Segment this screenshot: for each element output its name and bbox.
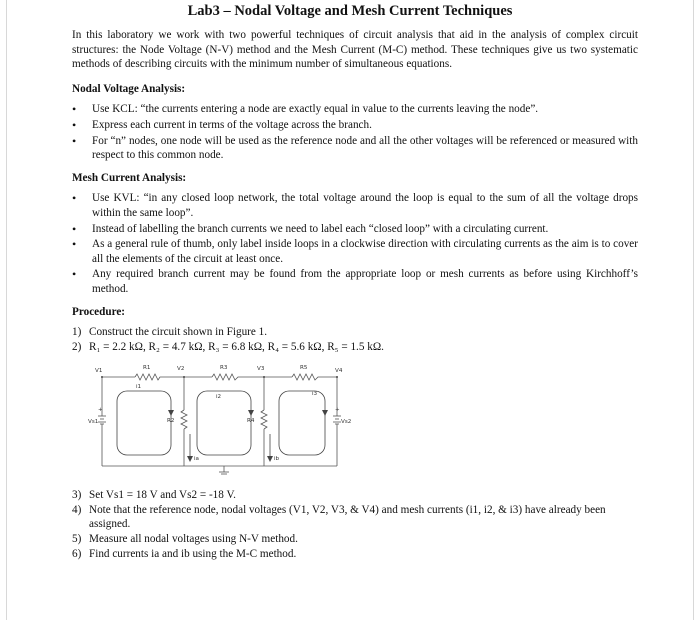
list-item: • Instead of labelling the branch currents we need to label each “closed loop” with a circulating current. xyxy=(72,221,549,236)
ia-arrowhead xyxy=(187,456,193,462)
r2-resistor xyxy=(181,410,187,429)
r4-resistor xyxy=(261,410,267,429)
mesh-loop-i3 xyxy=(279,391,325,455)
list-item: 1) Construct the circuit shown in Figure 1. xyxy=(72,326,268,339)
nodal-heading: Nodal Voltage Analysis: xyxy=(72,82,186,95)
i3-arrowhead xyxy=(322,410,328,416)
label-vs1-plus: + xyxy=(98,407,103,414)
list-item: 3) Set Vs1 = 18 V and Vs2 = -18 V. xyxy=(72,489,236,502)
list-item: • For “n” nodes, one node will be used as the reference node and all the other voltages will be referenced or measured with respect to this common node. xyxy=(72,133,638,162)
label-i2: i2 xyxy=(216,394,222,401)
mesh-bullet-list xyxy=(72,191,638,296)
list-item: • Use KCL: “the currents entering a node are exactly equal in value to the currents leaving the node”. xyxy=(72,102,539,117)
r1-resistor xyxy=(135,374,162,380)
r5-resistor xyxy=(292,374,320,380)
mesh-loop-i1 xyxy=(117,391,171,455)
list-item: 2) R₁ = 2.2 kΩ, R₂ = 4.7 kΩ, R₃ = 6.8 kΩ, R₄ = 5.6 kΩ, R₅ = 1.5 kΩ. xyxy=(72,340,384,353)
mesh-loop-i2 xyxy=(197,391,251,455)
label-r1: R1 xyxy=(143,365,151,372)
circuit-figure xyxy=(72,358,638,484)
node-v1-dot xyxy=(101,376,103,378)
r3-resistor xyxy=(212,374,240,380)
list-item: • Use KVL: “in any closed loop network, the total voltage around the loop is equal to the sum of all the voltage drops within the same loop”. xyxy=(72,191,638,219)
label-r2: R2 xyxy=(167,418,175,425)
node-v3-dot xyxy=(263,376,265,378)
list-item: 4) Note that the reference node, nodal voltages (V1, V2, V3, & V4) and mesh currents (i1, i2, & i3) have already been assigned. xyxy=(72,503,606,531)
procedure-steps-b xyxy=(72,488,638,561)
label-vs2: Vs2 xyxy=(341,419,352,426)
label-r4: R4 xyxy=(247,418,255,425)
node-v2-dot xyxy=(183,376,185,378)
bullet-icon: • xyxy=(72,133,77,148)
bullet-icon: • xyxy=(72,267,77,282)
label-r3: R3 xyxy=(220,365,228,372)
ib-arrowhead xyxy=(267,456,273,462)
label-i1: i1 xyxy=(136,384,142,391)
list-item: 5) Measure all nodal voltages using N-V method. xyxy=(72,533,298,546)
bullet-icon: • xyxy=(72,102,77,117)
i1-arrowhead xyxy=(168,410,174,416)
list-item: • As a general rule of thumb, only label inside loops in a clockwise direction with circulating currents as the aim is to cover all the elements of the circuit at least once. xyxy=(72,237,638,265)
list-item: • Any required branch current may be found from the appropriate loop or mesh currents as before using Kirchhoff’s method. xyxy=(72,267,638,295)
label-v1: V1 xyxy=(95,368,103,375)
page-border-right xyxy=(693,0,694,620)
circuit-diagram xyxy=(87,358,352,484)
procedure-heading: Procedure: xyxy=(72,305,126,318)
bullet-icon: • xyxy=(72,191,77,206)
label-vs2-plus: + xyxy=(335,407,340,414)
label-ia: ia xyxy=(194,456,199,463)
bullet-icon: • xyxy=(72,117,77,132)
label-i3: i3 xyxy=(312,391,318,398)
page-title: Lab3 – Nodal Voltage and Mesh Current Techniques xyxy=(187,3,513,19)
node-v4-dot xyxy=(336,376,338,378)
label-v2: V2 xyxy=(177,366,185,373)
list-item: 6) Find currents ia and ib using the M-C method. xyxy=(72,547,297,560)
i2-arrowhead xyxy=(248,410,254,416)
label-vs1: Vs1 xyxy=(88,419,99,426)
list-item: • Express each current in terms of the voltage across the branch. xyxy=(72,117,372,132)
label-v3: V3 xyxy=(257,366,265,373)
label-v4: V4 xyxy=(335,368,343,375)
mesh-heading: Mesh Current Analysis: xyxy=(72,171,187,184)
intro-paragraph: In this laboratory we work with two powerful techniques of circuit analysis that aid in the analysis of complex circuit structures: the Node Voltage (N-V) method and the Mesh Current (M-C) method. These techniques give us two systematic methods of describing circuits with the minimum number of simultaneous equations. xyxy=(72,29,638,71)
bullet-icon: • xyxy=(72,221,77,236)
label-ib: ib xyxy=(274,456,280,463)
procedure-steps-a xyxy=(72,325,638,354)
label-r5: R5 xyxy=(300,365,308,372)
page-border-left xyxy=(6,0,7,620)
main-content xyxy=(72,28,638,561)
bullet-icon: • xyxy=(72,237,77,252)
nodal-bullet-list xyxy=(72,102,638,162)
